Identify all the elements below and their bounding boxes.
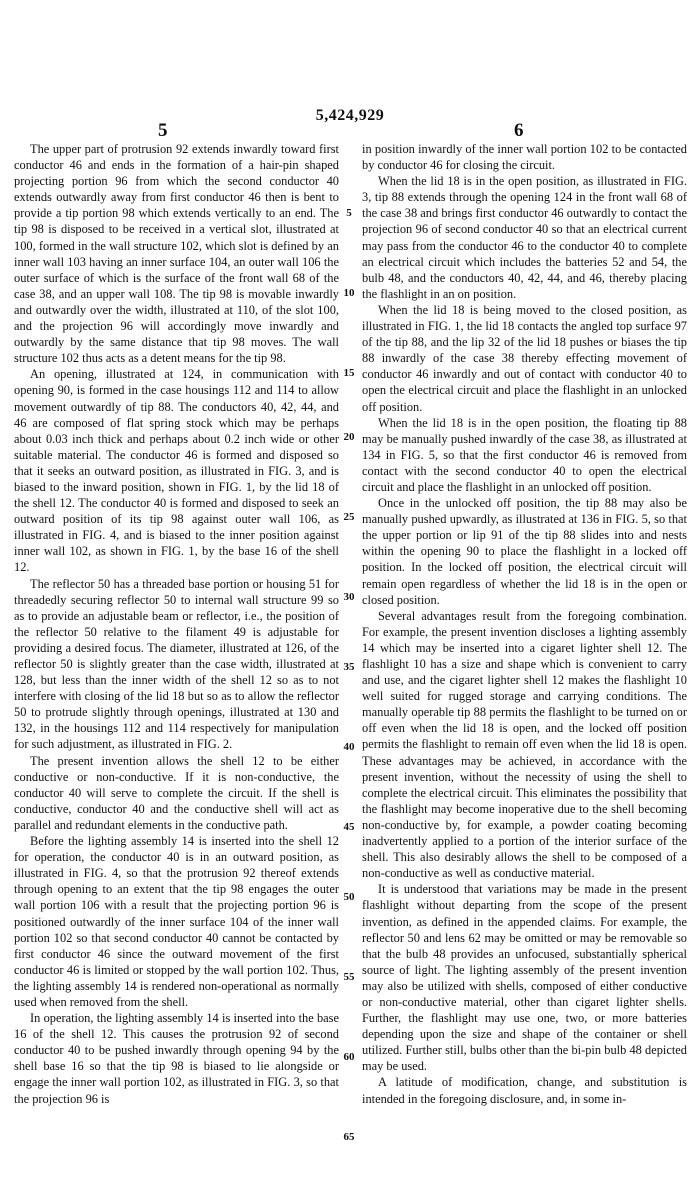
paragraph: In operation, the lighting assembly 14 is inserted into the base 16 of the shell 12. This causes the protrusion 92 of second conductor 40 to be pushed inwardly through opening 94 by the shell base 16 so that the tip 98 is biased to lie alongside or engage the inner wall portion 102, as illustrated in FIG. 3, so that the projection 96 is bbox=[14, 1011, 339, 1106]
paragraph: When the lid 18 is being moved to the closed position, as illustrated in FIG. 1, the lid 18 contacts the angled top surface 97 of the tip 88, and the lip 32 of the lid 18 pushes or biases the tip 88 inwardly of the case 38 thereby effecting movement of conductor 46 inwardly and out of contact with conductor 40 to open the electrical circuit and place the flashlight in an unlocked off position. bbox=[362, 302, 687, 414]
line-number: 60 bbox=[343, 1051, 355, 1063]
column-number-right: 6 bbox=[514, 120, 524, 141]
column-number-left: 5 bbox=[158, 120, 168, 141]
paragraph: When the lid 18 is in the open position, as illustrated in FIG. 3, tip 88 extends through the opening 124 in the front wall 68 of the case 38 and brings first conductor 46 outwardly to contact the projection 96 of second conductor 40 so that an electrical current may pass from the conductor 46 to the conductor 40 to complete an electrical circuit which includes the batteries 52 and 54, the bulb 48, and the conductors 40, 42, 44, and 46, thereby placing the flashlight in an on position. bbox=[362, 174, 687, 301]
text-column-right bbox=[362, 141, 687, 1107]
line-number: 45 bbox=[343, 821, 355, 833]
line-number: 30 bbox=[343, 591, 355, 603]
line-number: 5 bbox=[346, 207, 352, 219]
paragraph: Once in the unlocked off position, the tip 88 may also be manually pushed upwardly, as illustrated at 136 in FIG. 5, so that the upper portion or lip 91 of the tip 88 slides into and nests within the opening 90 to place the flashlight in a locked off position. In the locked off position, the electrical circuit will remain open regardless of whether the lid 18 is in the open or closed position. bbox=[362, 496, 687, 607]
paragraph: The present invention allows the shell 12 to be either conductive or non-conductive. If it is non-conductive, the conductor 40 will serve to complete the circuit. If the shell is conductive, conductor 40 and the conductive shell will act as parallel and redundant elements in the conductive path. bbox=[14, 753, 339, 832]
line-number: 50 bbox=[343, 891, 355, 903]
line-number: 10 bbox=[343, 287, 355, 299]
line-number: 25 bbox=[343, 511, 355, 523]
paragraph: It is understood that variations may be made in the present flashlight without departing from the scope of the present invention, as defined in the appended claims. For example, the reflector 50 and lens 62 may be omitted or may be removable so that the bulb 48 provides an unfocused, substantially spherical source of light. The lighting assembly of the present invention may also be utilized with shells, composed of either conductive or non-conductive material, other than cigaret lighter shells. Further, the flashlight may use one, two, or more batteries depending upon the size and shape of the container or shell utilized. Further still, bulbs other than the bi-pin bulb 48 depicted may be used. bbox=[362, 882, 687, 1074]
text-column-left bbox=[14, 141, 339, 1107]
paragraph: The upper part of protrusion 92 extends inwardly toward first conductor 46 and ends in the formation of a hair-pin shaped projecting portion 96 from which the second conductor 40 extends outwardly away from first conductor 46 then is bent to provide a tip portion 98 which extends vertically to an end. The tip 98 is disposed to be received in a vertical slot, illustrated at 100, formed in the wall structure 102, which slot is defined by an inner wall 103 having an inner surface 104, an outer wall 106 the outer surface of which is the surface of the front wall 68 of the case 38, and an upper wall 108. The tip 98 is movable inwardly and outwardly over the width, illustrated at 110, of the slot 100, and the projection 96 will accordingly move inwardly and outwardly by the same distance that tip 98 moves. The wall structure 102 thus acts as a detent means for the tip 98. bbox=[14, 142, 339, 366]
patent-number: 5,424,929 bbox=[315, 107, 385, 124]
line-number: 40 bbox=[343, 741, 355, 753]
line-number: 65 bbox=[343, 1131, 355, 1143]
paragraph: An opening, illustrated at 124, in communication with opening 90, is formed in the case housings 112 and 114 to allow movement outwardly of tip 88. The conductors 40, 42, 44, and 46 are composed of flat spring stock which may be perhaps about 0.03 inch thick and perhaps about 0.2 inch wide or other suitable material. The conductor 46 is formed and disposed so that it seeks an outward position, as illustrated in FIG. 3, and is biased to the inward position, shown in FIG. 1, by the lid 18 of the shell 12. The conductor 40 is formed and disposed to seek an outward position of its tip 98 against outer wall 106, as illustrated in FIG. 4, and is biased to the inner position against inner wall 102, as shown in FIG. 1, by the base 16 of the shell 12. bbox=[14, 367, 339, 575]
paragraph: When the lid 18 is in the open position, the floating tip 88 may be manually pushed inwardly of the case 38, as illustrated at 134 in FIG. 5, so that the first conductor 46 is removed from contact with the second conductor 40 to open the electrical circuit and place the flashlight in an unlocked off position. bbox=[362, 415, 687, 494]
paragraph: The reflector 50 has a threaded base portion or housing 51 for threadedly securing reflector 50 to internal wall structure 99 so as to provide an adjustable beam or reflector, i.e., the position of the reflector 50 relative to the filament 49 is adjustable for providing a desired focus. The diameter, illustrated at 126, of the reflector 50 is slightly greater than the case width, illustrated at 128, but less than the inner width of the shell 12 so as to not interfere with closing of the lid 18 but so as to allow the reflector 50 to protrude slightly through openings, illustrated at 130 and 132, in the housings 112 and 114 respectively for manipulation for such adjustment, as illustrated in FIG. 2. bbox=[14, 576, 339, 752]
paragraph: Before the lighting assembly 14 is inserted into the shell 12 for operation, the conductor 40 is in an outward position, as illustrated in FIG. 4, so that the protrusion 92 thereof extends through opening to an extent that the tip 98 engages the outer wall portion 106 with a result that the projecting portion 96 is positioned outwardly of the inner surface 104 of the inner wall portion 102 so that second conductor 40 cannot be contacted by first conductor 46 since the outward movement of the first conductor 46 is limited or stopped by the wall portion 102. Thus, the lighting assembly 14 is rendered non-operational as normally used when removed from the shell. bbox=[14, 834, 339, 1009]
paragraph: Several advantages result from the foregoing combination. For example, the present invention discloses a lighting assembly 14 which may be inserted into a cigaret lighter shell 12. The flashlight 10 has a size and shape which is convenient to carry and use, and the cigaret lighter shell 12 makes the flashlight 10 well suited for rugged storage and carrying conditions. The manually operable tip 88 permits the flashlight to be turned on or off even when the lid 18 is open, and the locked off position permits the flashlight to remain off even when the lid 18 is open. These advantages may be achieved, in accordance with the present invention, without the necessity of using the shell to complete the electrical circuit. This eliminates the possibility that the flashlight may become inoperative due to the shell becoming non-conductive by, for example, a powder coating becoming inadvertently applied to a portion of the interior surface of the shell. This also desirably allows the shell to be composed of a non-conductive as well as conductive material. bbox=[362, 608, 687, 881]
line-number: 15 bbox=[343, 367, 355, 379]
line-number: 35 bbox=[343, 661, 355, 673]
line-number: 20 bbox=[343, 431, 355, 443]
paragraph: A latitude of modification, change, and substitution is intended in the foregoing disclosure, and, in some in- bbox=[362, 1075, 687, 1106]
paragraph: in position inwardly of the inner wall portion 102 to be contacted by conductor 46 for closing the circuit. bbox=[362, 142, 687, 173]
line-number: 55 bbox=[343, 971, 355, 983]
